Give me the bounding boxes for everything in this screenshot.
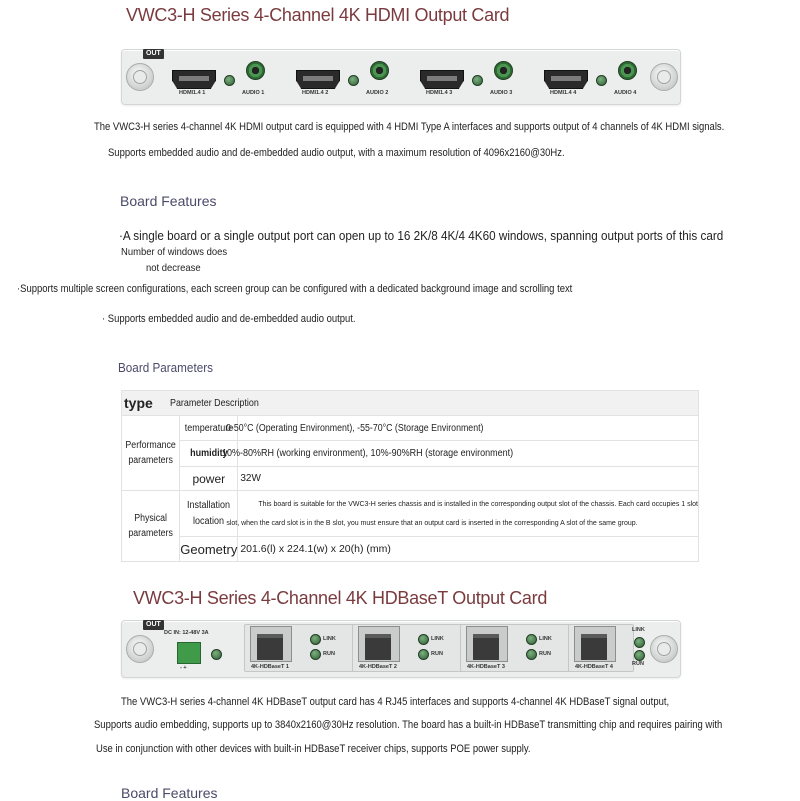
link-label: LINK xyxy=(632,627,645,633)
board-parameters-heading: Board Parameters xyxy=(118,360,213,375)
run-label: RUN xyxy=(632,661,644,667)
feature-item: ·Supports multiple screen configurations, each screen group can be configured with a dedicated background image and scrolling text xyxy=(17,283,573,295)
hdbaset-port-label: 4K-HDBaseT 2 xyxy=(359,664,397,670)
param-value: 32W xyxy=(240,473,261,484)
hdmi-card-image xyxy=(121,49,681,105)
table-header-row xyxy=(122,391,699,416)
audio-jack-icon xyxy=(370,61,389,80)
hdmi-port-label: HDMI1.4 3 xyxy=(426,90,453,96)
rj45-port-icon xyxy=(250,626,292,662)
hdmi-card-title: VWC3-H Series 4-Channel 4K HDMI Output Card xyxy=(126,5,510,25)
rj45-port-icon xyxy=(466,626,508,662)
out-tag: OUT xyxy=(143,49,164,59)
param-name: power xyxy=(192,471,226,486)
param-name: Geometry xyxy=(180,541,238,557)
hdmi-port-label: HDMI1.4 2 xyxy=(302,90,329,96)
param-name: Installation location xyxy=(187,499,231,527)
hdmi-port-label: HDMI1.4 4 xyxy=(550,90,577,96)
run-led-icon xyxy=(526,649,537,660)
led-icon xyxy=(348,75,359,86)
hdmi-port-icon xyxy=(420,70,464,89)
link-led-icon xyxy=(526,634,537,645)
link-led-icon xyxy=(310,634,321,645)
rj45-port-icon xyxy=(574,626,616,662)
param-value-line: This board is suitable for the VWC3-H series chassis and is installed in the corresponding output slot of the chassis. Each card occupies 1 slot xyxy=(258,500,698,508)
link-label: LINK xyxy=(323,636,336,642)
hdmi-port-icon xyxy=(296,70,340,89)
power-terminal-icon xyxy=(177,642,201,664)
hdmi-port-icon xyxy=(544,70,588,89)
audio-port-label: AUDIO 4 xyxy=(614,90,637,96)
run-label: RUN xyxy=(431,651,443,657)
right-screw-icon xyxy=(650,635,678,663)
run-led-icon xyxy=(418,649,429,660)
audio-port-label: AUDIO 3 xyxy=(490,90,513,96)
table-row xyxy=(122,467,699,491)
description-header: Parameter Description xyxy=(169,397,259,409)
led-icon xyxy=(224,75,235,86)
led-icon xyxy=(472,75,483,86)
param-value: 201.6(l) x 224.1(w) x 20(h) (mm) xyxy=(240,543,391,555)
board-features-heading: Board Features xyxy=(120,193,217,209)
hdbaset-description-line2: Supports audio embedding, supports up to 3840x2160@30Hz resolution. The board has a built-in HDBaseT transmitting chip and requires pairing with xyxy=(94,719,723,731)
audio-jack-icon xyxy=(246,61,265,80)
hdmi-description-line1: The VWC3-H series 4-channel 4K HDMI output card is equipped with 4 HDMI Type A interfaces and supports output of 4 channels of 4K HDMI signals. xyxy=(94,121,725,133)
group-label: Performance parameters xyxy=(125,440,176,466)
link-led-icon xyxy=(634,637,645,648)
param-name: temperature xyxy=(184,422,234,434)
parameters-table xyxy=(121,390,699,562)
audio-port-label: AUDIO 1 xyxy=(242,90,265,96)
hdbaset-description-line1: The VWC3-H series 4-channel 4K HDBaseT output card has 4 RJ45 interfaces and supports 4-channel 4K HDBaseT signal output, xyxy=(121,696,670,708)
left-screw-icon xyxy=(126,63,154,91)
power-pins-label: - + xyxy=(180,665,187,671)
run-label: RUN xyxy=(323,651,335,657)
out-tag: OUT xyxy=(143,620,164,630)
run-led-icon xyxy=(310,649,321,660)
feature-note: Number of windows does xyxy=(121,246,228,258)
hdbaset-card-image xyxy=(121,620,681,678)
param-name: humidity xyxy=(190,448,228,459)
dc-in-label: DC IN: 12-48V 3A xyxy=(164,630,209,636)
run-led-icon xyxy=(634,650,645,661)
table-row xyxy=(122,491,699,537)
hdmi-port-label: HDMI1.4 1 xyxy=(179,90,206,96)
power-led-icon xyxy=(211,649,222,660)
hdmi-port-icon xyxy=(172,70,216,89)
feature-item: · Supports embedded audio and de-embedded audio output. xyxy=(102,313,356,325)
hdbaset-port-label: 4K-HDBaseT 1 xyxy=(251,664,289,670)
left-screw-icon xyxy=(126,635,154,663)
type-header: type xyxy=(124,395,153,411)
table-row xyxy=(122,441,699,467)
hdbaset-port-label: 4K-HDBaseT 3 xyxy=(467,664,505,670)
param-value-line: slot, when the card slot is in the B slot, you must ensure that an output card is inserted in the corresponding A slot of the same group. xyxy=(226,519,638,527)
led-icon xyxy=(596,75,607,86)
audio-port-label: AUDIO 2 xyxy=(366,90,389,96)
rj45-port-icon xyxy=(358,626,400,662)
board-features-heading: Board Features xyxy=(121,785,218,801)
run-label: RUN xyxy=(539,651,551,657)
table-row xyxy=(122,416,699,441)
feature-item: ·A single board or a single output port can open up to 16 2K/8 4K/4 4K60 windows, spanning output ports of this card xyxy=(119,228,724,243)
right-screw-icon xyxy=(650,63,678,91)
hdbaset-card-title: VWC3-H Series 4-Channel 4K HDBaseT Output Card xyxy=(133,588,548,608)
hdbaset-description-line3: Use in conjunction with other devices with built-in HDBaseT receiver chips, supports POE power supply. xyxy=(96,743,531,755)
hdbaset-port-label: 4K-HDBaseT 4 xyxy=(575,664,613,670)
param-value: 10%-80%RH (working environment), 10%-90%RH (storage environment) xyxy=(222,448,514,459)
link-led-icon xyxy=(418,634,429,645)
audio-jack-icon xyxy=(494,61,513,80)
audio-jack-icon xyxy=(618,61,637,80)
hdmi-description-line2: Supports embedded audio and de-embedded audio output, with a maximum resolution of 4096x2160@30Hz. xyxy=(108,147,565,159)
table-row xyxy=(122,537,699,562)
group-label: Physical parameters xyxy=(128,513,173,539)
link-label: LINK xyxy=(431,636,444,642)
link-label: LINK xyxy=(539,636,552,642)
param-value: 0-50°C (Operating Environment), -55-70°C (Storage Environment) xyxy=(226,422,484,434)
feature-note: not decrease xyxy=(146,262,201,274)
